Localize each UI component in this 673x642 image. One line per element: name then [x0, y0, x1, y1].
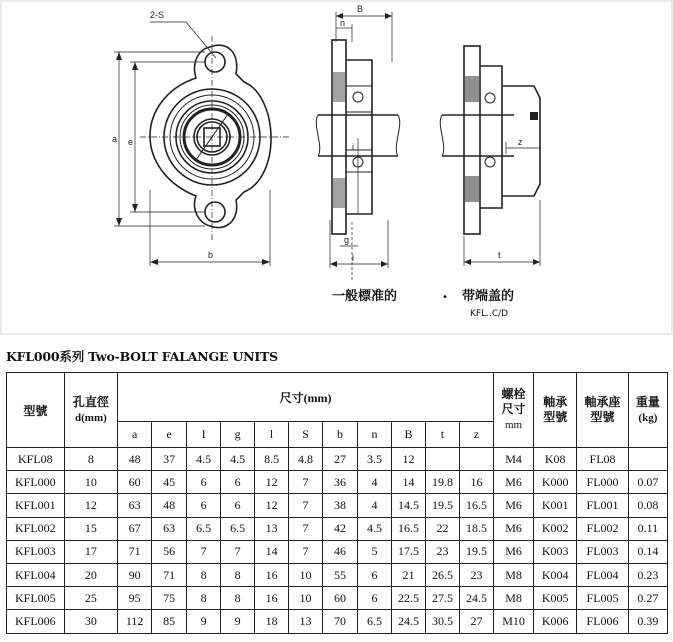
table-cell: 13 — [255, 517, 289, 540]
table-cell: 0.14 — [628, 540, 667, 563]
table-row — [7, 494, 668, 517]
table-cell: 16.5 — [391, 517, 425, 540]
table-cell: FL002 — [577, 517, 628, 540]
table-row — [7, 471, 668, 494]
table-cell: FL005 — [577, 587, 628, 610]
table-cell: 16 — [255, 563, 289, 586]
table-cell: 21 — [391, 563, 425, 586]
table-cell: 0.07 — [628, 471, 667, 494]
table-cell: 10 — [64, 471, 118, 494]
table-cell: 20 — [64, 563, 118, 586]
header-dimensions: 尺寸(mm) — [118, 373, 494, 422]
table-cell: 71 — [152, 563, 187, 586]
dim-col-B: B — [391, 422, 425, 448]
table-cell: 45 — [152, 471, 187, 494]
table-cell: 4.8 — [289, 448, 323, 471]
table-cell: KFL003 — [7, 540, 65, 563]
table-cell: 4 — [358, 471, 392, 494]
table-cell: 19.5 — [425, 494, 459, 517]
table-cell: FL004 — [577, 563, 628, 586]
table-cell: 8 — [187, 587, 221, 610]
table-cell: 18 — [255, 610, 289, 633]
table-cell: 0.08 — [628, 494, 667, 517]
dim-col-t: t — [425, 422, 459, 448]
table-row — [7, 517, 668, 540]
table-cell: 24.5 — [391, 610, 425, 633]
table-cell: 75 — [152, 587, 187, 610]
table-cell: 27 — [323, 448, 358, 471]
table-cell: 7 — [289, 517, 323, 540]
table-cell: 3.5 — [358, 448, 392, 471]
table-cell: 22.5 — [391, 587, 425, 610]
table-cell — [459, 448, 493, 471]
table-cell: M8 — [493, 587, 533, 610]
table-cell: 6 — [358, 587, 392, 610]
side-view-with-cover — [440, 46, 540, 234]
table-cell: 19.8 — [425, 471, 459, 494]
table-cell: M6 — [493, 471, 533, 494]
table-cell: 7 — [187, 540, 221, 563]
table-cell: 56 — [152, 540, 187, 563]
table-cell: 12 — [391, 448, 425, 471]
table-row — [7, 587, 668, 610]
header-bore: 孔直徑 d(mm) — [64, 373, 118, 448]
dim-t-label: t — [498, 250, 501, 260]
table-cell: M6 — [493, 494, 533, 517]
table-cell: 8 — [187, 563, 221, 586]
table-cell: FL003 — [577, 540, 628, 563]
table-cell: KFL005 — [7, 587, 65, 610]
table-cell: 37 — [152, 448, 187, 471]
table-cell: 7 — [289, 540, 323, 563]
table-cell: 95 — [118, 587, 152, 610]
table-cell: FL006 — [577, 610, 628, 633]
table-cell: 22 — [425, 517, 459, 540]
table-cell: KFL004 — [7, 563, 65, 586]
table-cell: K001 — [534, 494, 577, 517]
table-cell: K006 — [534, 610, 577, 633]
table-row — [7, 563, 668, 586]
dim-col-a: a — [118, 422, 152, 448]
table-cell: 16 — [255, 587, 289, 610]
table-cell: 60 — [323, 587, 358, 610]
table-cell: K002 — [534, 517, 577, 540]
table-cell — [628, 448, 667, 471]
table-row — [7, 610, 668, 633]
table-row — [7, 540, 668, 563]
dim-a-label: a — [112, 134, 118, 144]
dim-g-label: g — [344, 235, 350, 245]
table-cell: 9 — [221, 610, 255, 633]
table-cell: 63 — [152, 517, 187, 540]
table-cell: M8 — [493, 563, 533, 586]
table-cell: 4.5 — [221, 448, 255, 471]
table-cell: 6 — [358, 563, 392, 586]
table-cell: 36 — [323, 471, 358, 494]
table-cell: M4 — [493, 448, 533, 471]
table-cell: 15 — [64, 517, 118, 540]
table-cell: FL001 — [577, 494, 628, 517]
table-cell: KFL006 — [7, 610, 65, 633]
table-cell: 10 — [289, 563, 323, 586]
table-cell: 6.5 — [358, 610, 392, 633]
table-cell: 6 — [187, 471, 221, 494]
table-cell: 4.5 — [187, 448, 221, 471]
dim-z-label: z — [518, 137, 523, 147]
table-cell: K005 — [534, 587, 577, 610]
table-cell: 19.5 — [459, 540, 493, 563]
front-view — [150, 45, 271, 227]
table-cell: M10 — [493, 610, 533, 633]
table-cell: 6 — [221, 494, 255, 517]
caption-cover: 带端盖的 — [462, 289, 515, 304]
table-cell: 23 — [425, 540, 459, 563]
header-bearing: 軸承 型號 — [534, 373, 577, 448]
dim-col-z: z — [459, 422, 493, 448]
table-cell: 63 — [118, 494, 152, 517]
table-cell: 12 — [255, 471, 289, 494]
table-cell: 30 — [64, 610, 118, 633]
table-cell: K003 — [534, 540, 577, 563]
table-cell: 30.5 — [425, 610, 459, 633]
table-cell: 8.5 — [255, 448, 289, 471]
header-model: 型號 — [7, 373, 65, 448]
dim-col-e: e — [152, 422, 187, 448]
table-cell: KFL08 — [7, 448, 65, 471]
table-cell: 7 — [289, 471, 323, 494]
table-cell — [425, 448, 459, 471]
table-cell: 16 — [459, 471, 493, 494]
table-cell: 9 — [187, 610, 221, 633]
table-cell: M6 — [493, 517, 533, 540]
table-cell: 17 — [64, 540, 118, 563]
dim-B-label: B — [357, 4, 364, 14]
table-cell: 12 — [64, 494, 118, 517]
table-cell: KFL002 — [7, 517, 65, 540]
table-cell: FL08 — [577, 448, 628, 471]
dim-col-I: I — [187, 422, 221, 448]
table-cell: 27 — [459, 610, 493, 633]
caption-cover-code: KFL..C/D — [470, 309, 509, 319]
dim-e-label: e — [128, 137, 134, 147]
table-cell: 48 — [152, 494, 187, 517]
table-cell: 4.5 — [358, 517, 392, 540]
bolt-hole-label: 2-S — [150, 10, 165, 20]
table-cell: M6 — [493, 540, 533, 563]
table-cell: 60 — [118, 471, 152, 494]
table-cell: 42 — [323, 517, 358, 540]
table-cell: 0.27 — [628, 587, 667, 610]
table-cell: 5 — [358, 540, 392, 563]
sheet-title: KFL000系列 Two-BOLT FALANGE UNITS — [6, 349, 278, 364]
table-cell: K004 — [534, 563, 577, 586]
dim-n-label: n — [340, 18, 346, 28]
table-cell: KFL001 — [7, 494, 65, 517]
table-cell: 16.5 — [459, 494, 493, 517]
table-cell: 46 — [323, 540, 358, 563]
table-row — [7, 448, 668, 471]
table-cell: 18.5 — [459, 517, 493, 540]
caption-dot: • — [442, 292, 448, 303]
caption-standard: 一般標准的 — [332, 289, 398, 304]
table-cell: 17.5 — [391, 540, 425, 563]
table-cell: 6.5 — [221, 517, 255, 540]
table-cell: 7 — [289, 494, 323, 517]
table-cell: 71 — [118, 540, 152, 563]
table-cell: 14 — [391, 471, 425, 494]
dim-col-n: n — [358, 422, 392, 448]
table-cell: 67 — [118, 517, 152, 540]
header-weight: 重量 (kg) — [628, 373, 667, 448]
header-bolt: 螺栓 尺寸 mm — [493, 373, 533, 448]
table-cell: 4 — [358, 494, 392, 517]
table-cell: 0.11 — [628, 517, 667, 540]
table-cell: 7 — [221, 540, 255, 563]
table-cell: 38 — [323, 494, 358, 517]
table-cell: 8 — [64, 448, 118, 471]
table-cell: 70 — [323, 610, 358, 633]
spec-table — [6, 372, 668, 634]
table-cell: 6 — [221, 471, 255, 494]
table-cell: 90 — [118, 563, 152, 586]
table-cell: 48 — [118, 448, 152, 471]
table-cell: FL000 — [577, 471, 628, 494]
dim-l-label: l — [352, 253, 354, 263]
table-cell: 112 — [118, 610, 152, 633]
table-cell: KFL000 — [7, 471, 65, 494]
table-cell: 6 — [187, 494, 221, 517]
table-cell: 8 — [221, 563, 255, 586]
table-cell: 55 — [323, 563, 358, 586]
table-cell: K000 — [534, 471, 577, 494]
header-housing: 軸承座 型號 — [577, 373, 628, 448]
dim-i-label: i — [352, 142, 354, 152]
table-cell: 23 — [459, 563, 493, 586]
table-cell: 14.5 — [391, 494, 425, 517]
table-cell: 25 — [64, 587, 118, 610]
dim-col-S: S — [289, 422, 323, 448]
table-cell: 14 — [255, 540, 289, 563]
table-cell: 24.5 — [459, 587, 493, 610]
table-cell: 10 — [289, 587, 323, 610]
dim-col-g: g — [221, 422, 255, 448]
table-cell: 8 — [221, 587, 255, 610]
dim-col-l: l — [255, 422, 289, 448]
table-cell: 0.39 — [628, 610, 667, 633]
dim-col-b: b — [323, 422, 358, 448]
table-cell: K08 — [534, 448, 577, 471]
dim-b-label: b — [208, 250, 214, 260]
table-cell: 27.5 — [425, 587, 459, 610]
table-cell: 0.23 — [628, 563, 667, 586]
spec-table-body — [7, 448, 668, 634]
table-cell: 12 — [255, 494, 289, 517]
table-cell: 85 — [152, 610, 187, 633]
table-cell: 13 — [289, 610, 323, 633]
table-cell: 26.5 — [425, 563, 459, 586]
table-cell: 6.5 — [187, 517, 221, 540]
